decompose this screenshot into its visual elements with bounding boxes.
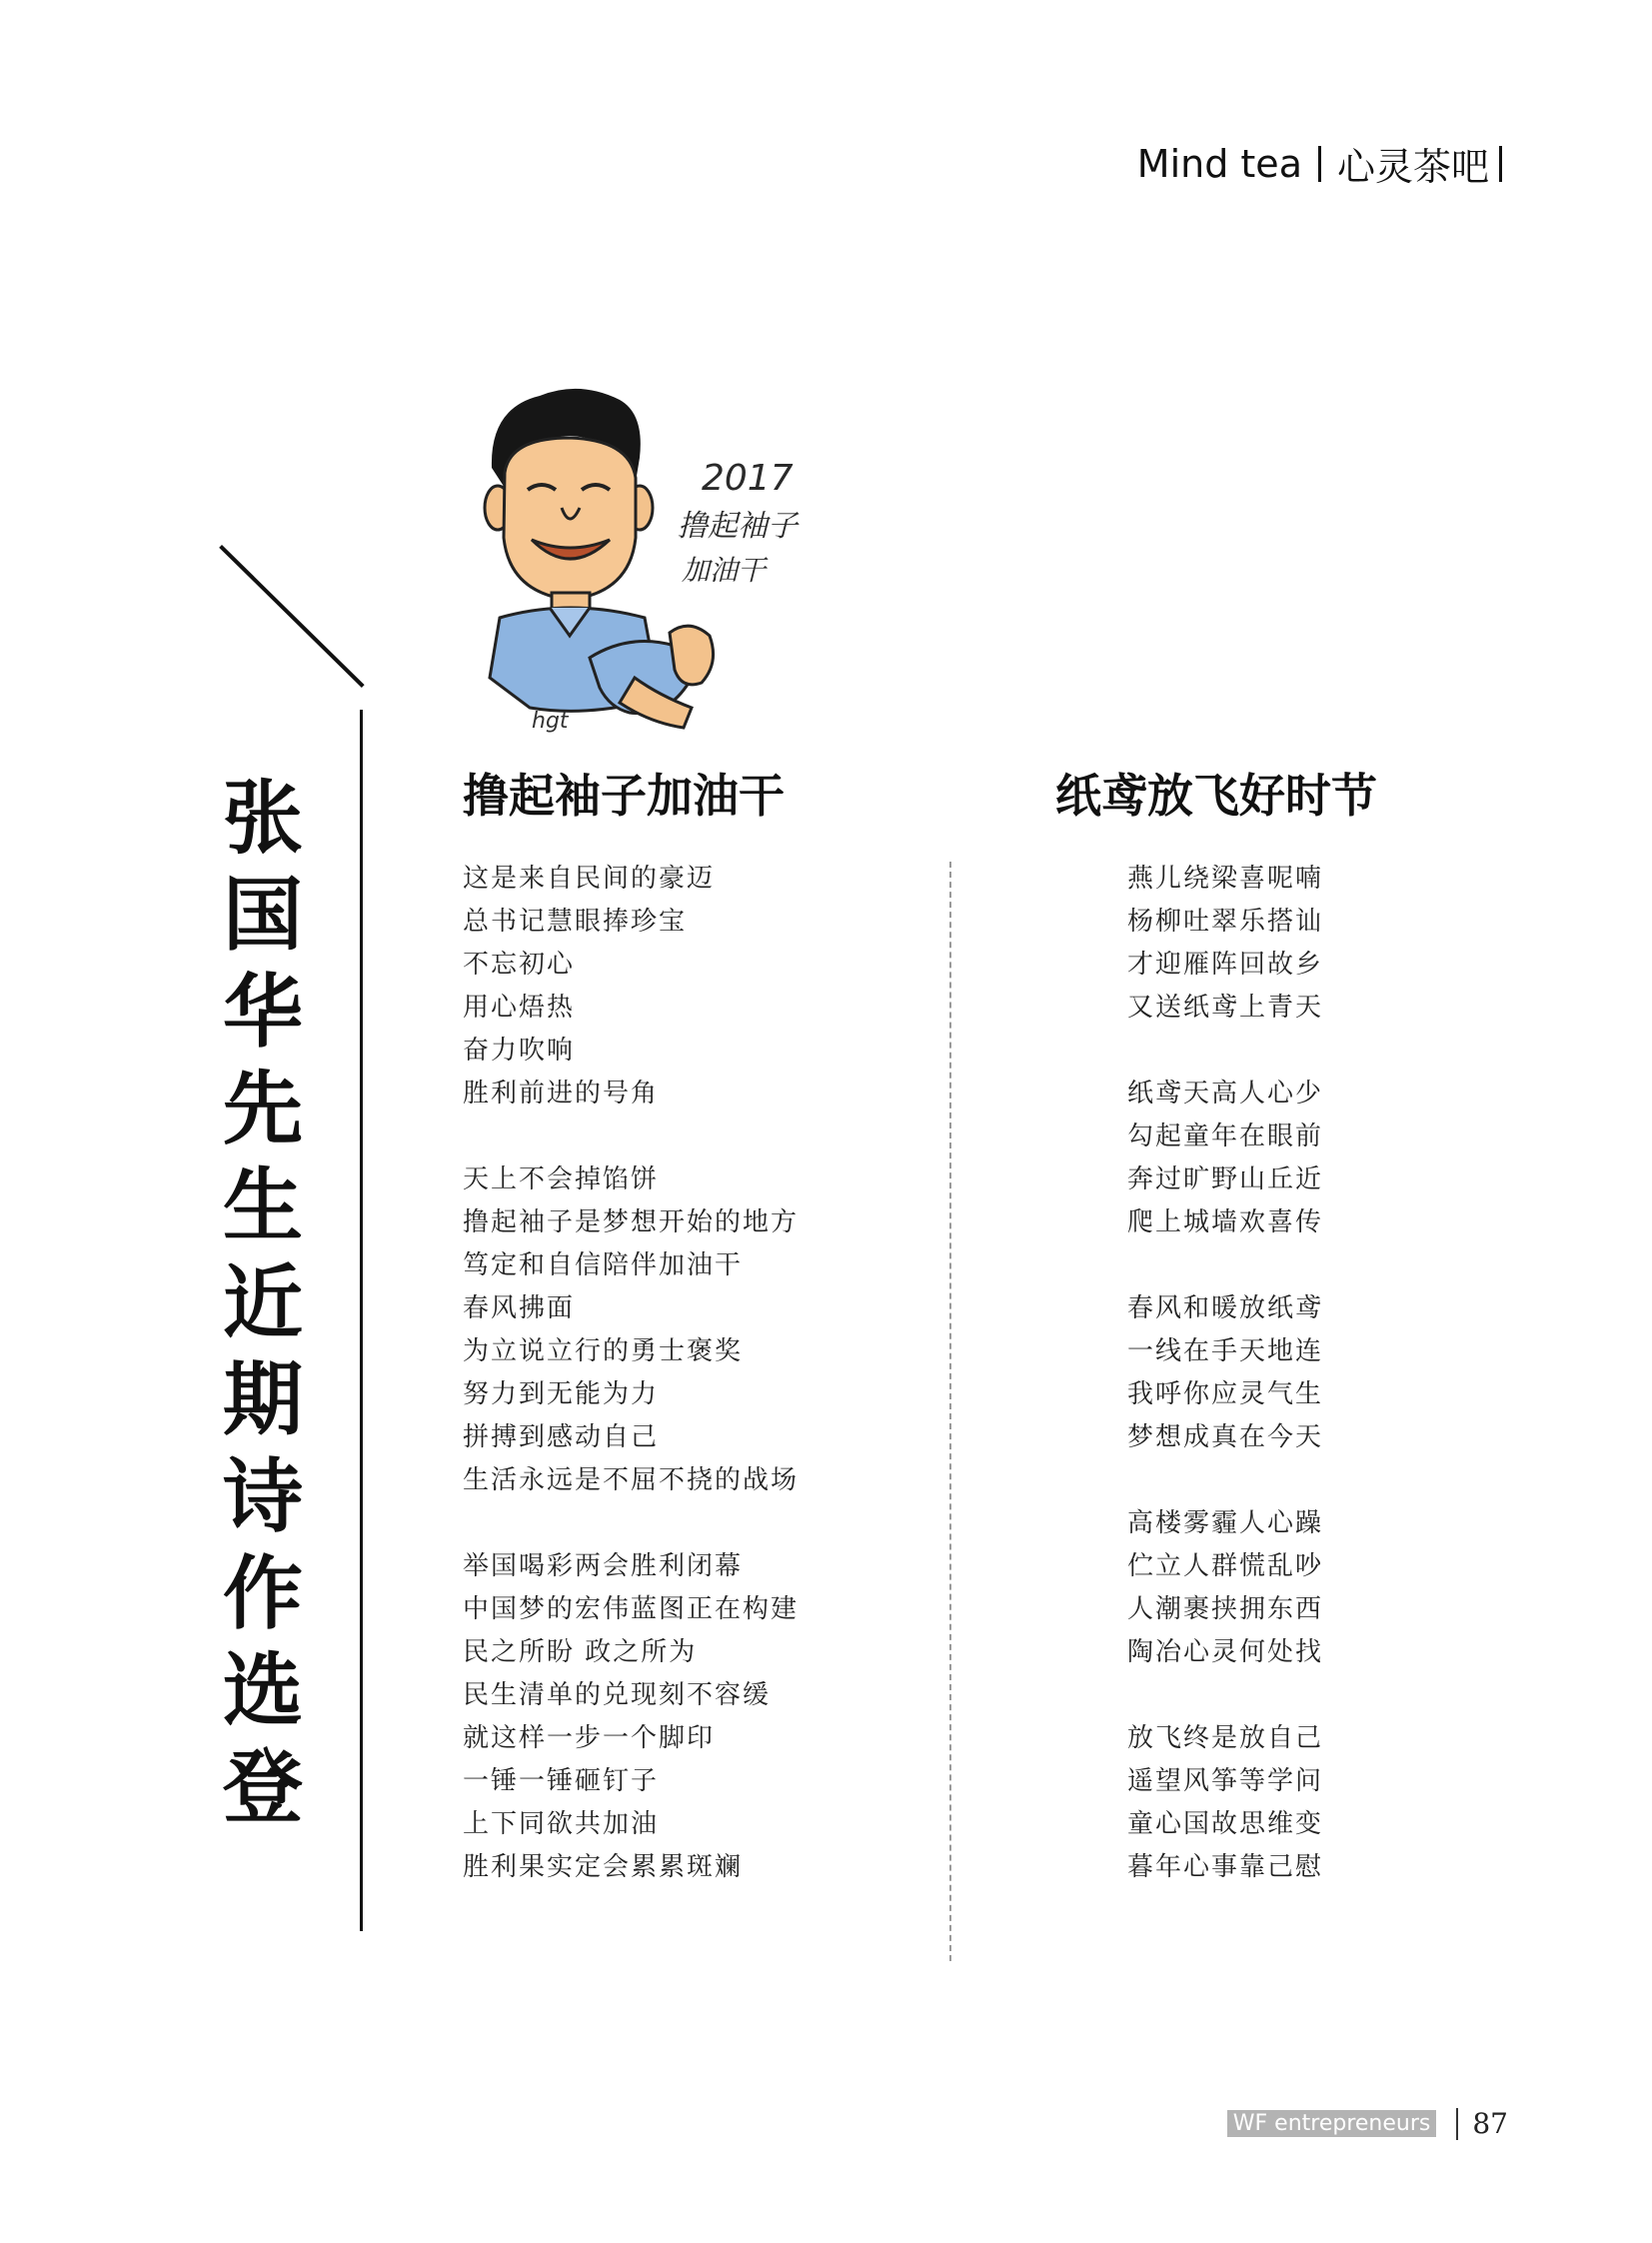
- poem-line: 梦想成真在今天: [1127, 1422, 1324, 1452]
- poem-stanza: [1127, 1073, 1323, 1244]
- poem-line: 又送纸鸢上青天: [1127, 993, 1324, 1023]
- poem-line: 杨柳吐翠乐搭讪: [1127, 907, 1324, 937]
- poem-line: 总书记慧眼捧珍宝: [463, 907, 688, 937]
- poem-line: 爬上城墙欢喜传: [1127, 1207, 1324, 1237]
- poem-line: 不忘初心: [463, 950, 576, 980]
- page-number: 87: [1472, 2107, 1508, 2140]
- poem-line: 胜利果实定会累累斑斓: [463, 1852, 744, 1882]
- illustration-year: 2017: [702, 458, 794, 499]
- artist-signature: hgt: [532, 709, 569, 734]
- poem-line: 高楼雾霾人心躁: [1127, 1508, 1324, 1538]
- cartoon-illustration: [470, 378, 829, 748]
- poem-line: 生活永远是不屈不挠的战场: [463, 1465, 800, 1495]
- poem-line: 纸鸢天高人心少: [1127, 1079, 1324, 1109]
- decorative-diagonal-line: [219, 545, 364, 688]
- section-header: [1137, 136, 1502, 191]
- poem-line: 努力到无能为力: [463, 1379, 660, 1409]
- column-divider: [949, 862, 951, 1961]
- poem-line: 遥望风筝等学问: [1127, 1766, 1324, 1796]
- poem-line: 拼搏到感动自己: [463, 1422, 660, 1452]
- poem-line: 民生清单的兑现刻不容缓: [463, 1680, 772, 1710]
- poem-line: 陶冶心灵何处找: [1127, 1637, 1324, 1667]
- poem-body-left: [463, 858, 799, 1932]
- poem-stanza: [1127, 1717, 1323, 1889]
- poem-line: 童心国故思维变: [1127, 1809, 1324, 1839]
- poem-line: 勾起童年在眼前: [1127, 1122, 1324, 1151]
- poem-stanza: [463, 1158, 799, 1502]
- poem-line: 人潮裹挟拥东西: [1127, 1594, 1324, 1624]
- poem-line: 我呼你应灵气生: [1127, 1379, 1324, 1409]
- poem-line: 为立说立行的勇士褒奖: [463, 1336, 744, 1366]
- poem-line: 中国梦的宏伟蓝图正在构建: [463, 1594, 800, 1624]
- section-name-en: Mind tea: [1136, 141, 1302, 186]
- poem-line: 奔过旷野山丘近: [1127, 1164, 1324, 1194]
- poem-stanza: [1127, 858, 1323, 1030]
- magazine-brand: WF entrepreneurs: [1227, 2110, 1437, 2137]
- poem-stanza: [1127, 1287, 1323, 1459]
- poem-line: 用心焐热: [463, 993, 576, 1023]
- poem-body-right: [1127, 858, 1323, 1932]
- poem-line: 暮年心事靠己慰: [1127, 1852, 1324, 1882]
- poem-line: 上下同欲共加油: [463, 1809, 660, 1839]
- poem-line: 天上不会掉馅饼: [463, 1164, 660, 1194]
- poem-line: 就这样一步一个脚印: [463, 1723, 716, 1753]
- poem-line: 伫立人群慌乱吵: [1127, 1551, 1324, 1581]
- poem-title-left: 撸起袖子加油干: [463, 769, 785, 823]
- decorative-vertical-line: [360, 710, 363, 1931]
- illustration-caption-line1: 撸起袖子: [678, 509, 798, 544]
- poem-stanza: [1127, 1502, 1323, 1674]
- poem-line: 燕儿绕梁喜呢喃: [1127, 864, 1324, 894]
- footer-divider: [1456, 2108, 1458, 2140]
- page-footer: [1227, 2107, 1508, 2140]
- poem-line: 一锤一锤砸钉子: [463, 1766, 660, 1796]
- poem-stanza: [463, 1545, 799, 1889]
- poem-line: 奋力吹响: [463, 1036, 576, 1066]
- poem-line: 举国喝彩两会胜利闭幕: [463, 1551, 744, 1581]
- poem-line: 胜利前进的号角: [463, 1079, 660, 1109]
- poem-line: 春风拂面: [463, 1293, 576, 1323]
- illustration-caption-line2: 加油干: [682, 554, 767, 587]
- poem-line: 笃定和自信陪伴加油干: [463, 1250, 744, 1280]
- poem-stanza: [463, 858, 799, 1116]
- poem-line: 才迎雁阵回故乡: [1127, 950, 1324, 980]
- article-title-vertical: 张国华先生近期诗作选登: [223, 772, 303, 1834]
- header-divider-end: [1499, 146, 1502, 182]
- poem-line: 这是来自民间的豪迈: [463, 864, 716, 894]
- poem-line: 春风和暖放纸鸢: [1127, 1293, 1324, 1323]
- poem-line: 放飞终是放自己: [1127, 1723, 1324, 1753]
- section-name-cn: 心灵茶吧: [1336, 145, 1489, 189]
- poem-title-right: 纸鸢放飞好时节: [1055, 769, 1377, 823]
- header-divider: [1318, 146, 1321, 182]
- poem-line: 一线在手天地连: [1127, 1336, 1324, 1366]
- poem-line: 民之所盼 政之所为: [463, 1637, 698, 1667]
- poem-line: 撸起袖子是梦想开始的地方: [463, 1207, 800, 1237]
